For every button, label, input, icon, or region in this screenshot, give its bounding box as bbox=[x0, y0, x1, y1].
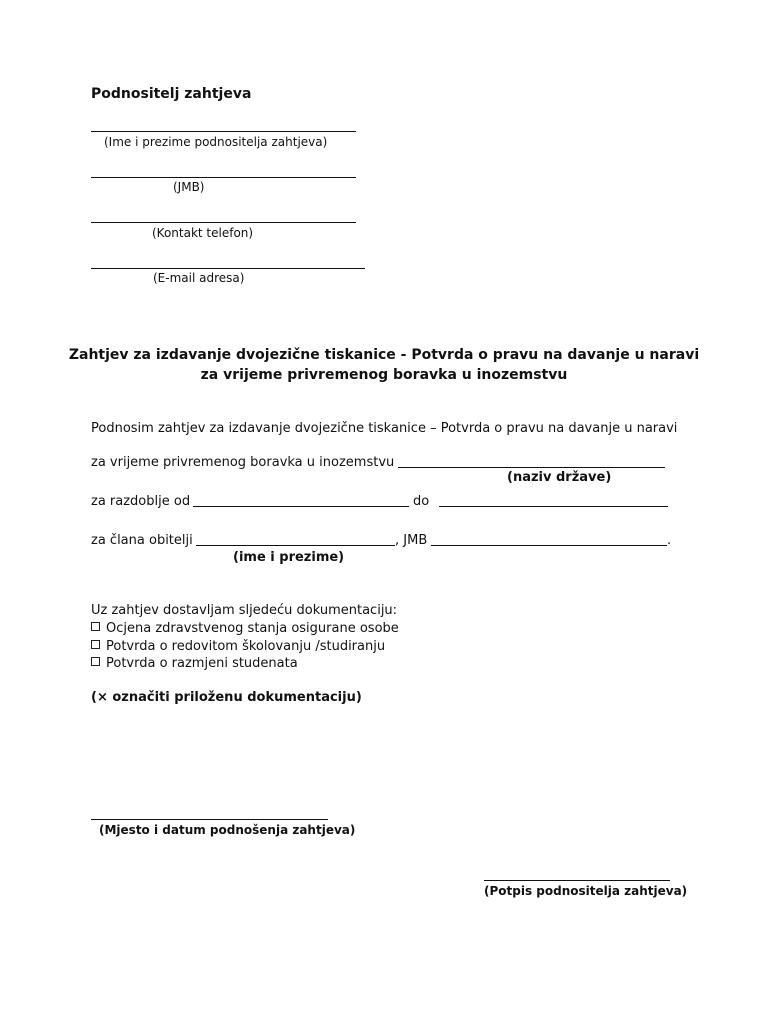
country-field-line[interactable] bbox=[398, 467, 665, 468]
doc-item-label: Potvrda o razmjeni studenata bbox=[106, 656, 298, 671]
applicant-heading: Podnositelj zahtjeva bbox=[91, 86, 252, 102]
place-date-field-line[interactable] bbox=[91, 819, 328, 820]
period-to-label: do bbox=[413, 494, 430, 509]
place-date-caption: (Mjesto i datum podnošenja zahtjeva) bbox=[99, 823, 356, 837]
member-caption: (ime i prezime) bbox=[233, 550, 345, 565]
member-end-period: . bbox=[667, 533, 672, 548]
document-title-line2: za vrijeme privremenog boravka u inozemstvu bbox=[200, 367, 568, 383]
period-from-label: za razdoblje od bbox=[91, 494, 191, 509]
email-field-line[interactable] bbox=[91, 268, 365, 269]
member-jmb-field-line[interactable] bbox=[431, 545, 667, 546]
jmb-field-line[interactable] bbox=[91, 177, 356, 178]
docs-intro: Uz zahtjev dostavljam sljedeću dokumentaciju: bbox=[91, 603, 398, 618]
doc-item[interactable] bbox=[91, 621, 399, 636]
stay-label: za vrijeme privremenog boravka u inozemstvu bbox=[91, 455, 395, 470]
jmb-caption: (JMB) bbox=[173, 180, 205, 194]
name-field-line[interactable] bbox=[91, 131, 356, 132]
member-name-field-line[interactable] bbox=[196, 545, 395, 546]
phone-caption: (Kontakt telefon) bbox=[152, 226, 254, 240]
name-caption: (Ime i prezime podnositelja zahtjeva) bbox=[104, 135, 328, 149]
doc-item-label: Potvrda o redovitom školovanju /studiranju bbox=[106, 639, 386, 654]
checkbox-icon[interactable] bbox=[91, 657, 100, 666]
signature-caption: (Potpis podnositelja zahtjeva) bbox=[484, 884, 688, 898]
period-to-field-line[interactable] bbox=[439, 506, 668, 507]
docs-note: (× označiti priloženu dokumentaciju) bbox=[91, 690, 362, 705]
document-title-line1: Zahtjev za izdavanje dvojezične tiskanice - Potvrda o pravu na davanje u naravi bbox=[68, 347, 700, 363]
member-jmb-label: , JMB bbox=[395, 533, 428, 548]
signature-field-line[interactable] bbox=[484, 880, 670, 881]
member-label: za člana obitelji bbox=[91, 533, 193, 548]
phone-field-line[interactable] bbox=[91, 222, 356, 223]
email-caption: (E-mail adresa) bbox=[153, 271, 245, 285]
doc-item[interactable] bbox=[91, 656, 298, 671]
checkbox-icon[interactable] bbox=[91, 622, 100, 631]
period-from-field-line[interactable] bbox=[193, 506, 409, 507]
checkbox-icon[interactable] bbox=[91, 640, 100, 649]
doc-item-label: Ocjena zdravstvenog stanja osigurane osobe bbox=[106, 621, 399, 636]
request-intro: Podnosim zahtjev za izdavanje dvojezične tiskanice – Potvrda o pravu na davanje u naravi bbox=[91, 421, 678, 436]
country-caption: (naziv države) bbox=[507, 470, 612, 485]
doc-item[interactable] bbox=[91, 639, 385, 654]
